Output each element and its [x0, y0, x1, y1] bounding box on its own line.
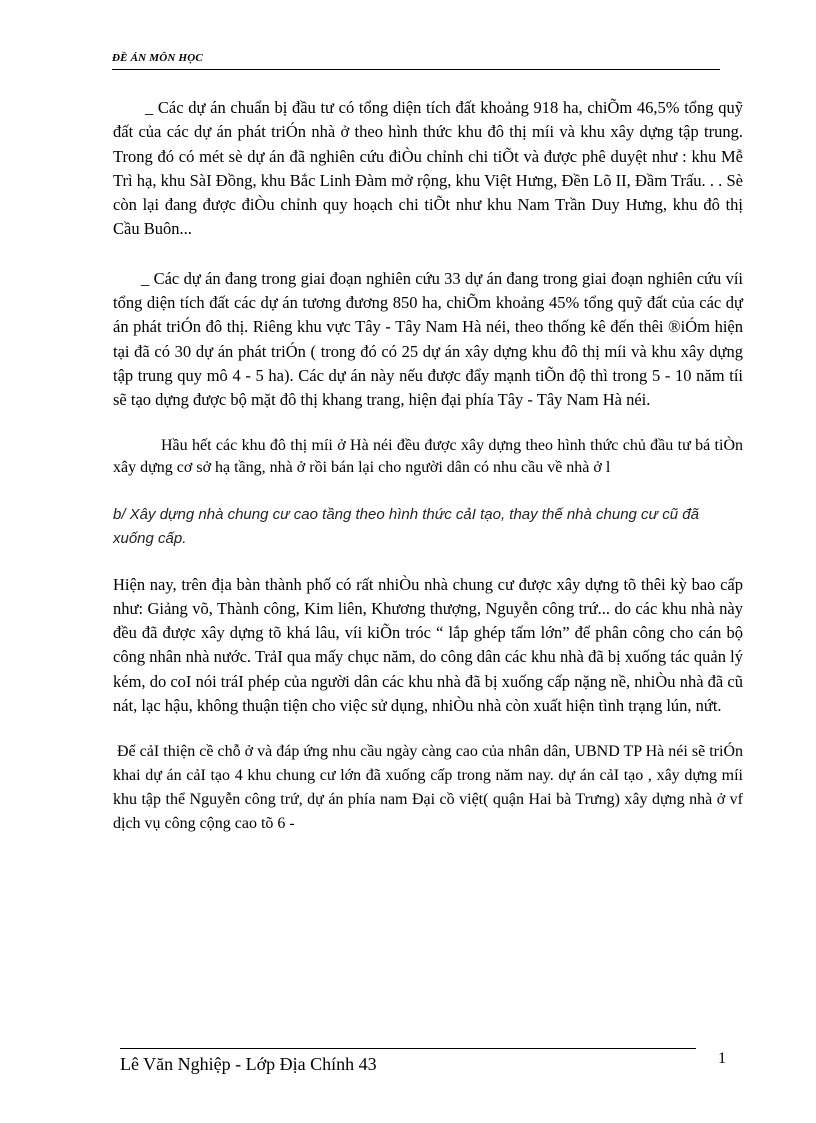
page-number: 1: [718, 1050, 726, 1067]
page-header: [112, 48, 720, 70]
section-heading-b: b/ Xây dựng nhà chung cư cao tầng theo hình thức cảI tạo, thay thế nhà chung cư cũ đã xuống cấp.: [113, 505, 699, 547]
paragraph-projects-researching: _ Các dự án đang trong giai đoạn nghiên cứu 33 dự án đang trong giai đoạn nghiên cứu víi tổng diện tích đất các dự án tương đương 850 ha, chiÕm khoảng 45% tổng quỹ đất của các dự án phát triÓn đô thị. Riêng khu vực Tây - Tây Nam Hà néi, theo thống kê đến thêi ®iÓm hiện tại đã có 30 dự án phát triÓn ( trong đó có 25 dự án xây dựng khu đô thị míi và khu xây dựng tập trung quy mô 4 - 5 ha). Các dự án này nếu được đẩy mạnh tiÕn độ thì trong 5 - 10 năm tíi sẽ tạo dựng được bộ mặt đô thị khang trang, hiện đại phía Tây - Tây Nam Hà néi.: [113, 268, 743, 410]
paragraph-projects-preparing: _ Các dự án chuẩn bị đầu tư có tổng diện tích đất khoảng 918 ha, chiÕm 46,5% tổng quỹ đất của các dự án phát triÓn nhà ở theo hình thức khu đô thị míi và khu xây dựng tập trung. Trong đó có mét sè dự án đã nghiên cứu điÒu chỉnh chi tiÕt và được phê duyệt như : khu Mễ Trì hạ, khu SàI Đồng, khu Bắc Linh Đàm mở rộng, khu Việt Hưng, Đền Lõ II, Đầm Trấu. . . Sè còn lại đang được điÒu chỉnh quy hoạch chi tiÕt như khu Nam Trần Duy Hưng, khu đô thị Cầu Buôn...: [113, 98, 743, 239]
header-title: ĐỀ ÁN MÔN HỌC: [112, 52, 203, 64]
paragraph-renovation-plan: Để cảI thiện cề chỗ ở và đáp ứng nhu cầu ngày càng cao của nhân dân, UBND TP Hà néi sẽ triÓn khai dự án cảI tạo 4 khu chung cư lớn đã xuống cấp trong năm nay. dự án cảI tạo , xây dựng míi khu tập thể Nguyễn công trứ, dự án phía nam Đại cồ việt( quận Hai bà Trưng) xây dựng nhà ở vf dịch vụ công cộng cao tõ 6 -: [113, 743, 743, 833]
paragraph-current-situation: Hiện nay, trên địa bàn thành phố có rất nhiÒu nhà chung cư được xây dựng tõ thêi kỳ bao cấp như: Giảng võ, Thành công, Kim liên, Khương thượng, Nguyễn công trứ... do các khu nhà này đều đã được xây dựng tõ khá lâu, víi kiÕn tróc “ lắp ghép tấm lớn” để phân công cho cán bộ công nhân nhà nước. TrảI qua mấy chục năm, do công dân các khu nhà đã bị xuống tác quản lý kém, do coI nói tráI phép của người dân các khu nhà đã bị xuống cấp nặng nề, nhiÒu nhà đã cũ nát, lạc hậu, không thuận tiện cho việc sử dụng, nhiÒu nhà còn xuất hiện tình trạng lún, nứt.: [113, 574, 743, 716]
document-body: [113, 96, 743, 836]
footer-author: Lê Văn Nghiệp - Lớp Địa Chính 43: [120, 1054, 377, 1074]
footer-divider: [120, 1048, 696, 1049]
paragraph-new-urban-areas: Hầu hết các khu đô thị míi ở Hà néi đều được xây dựng theo hình thức chủ đầu tư bá tiÒn xây dựng cơ sở hạ tầng, nhà ở rồi bán lại cho người dân có nhu cầu về nhà ở l: [113, 436, 743, 476]
